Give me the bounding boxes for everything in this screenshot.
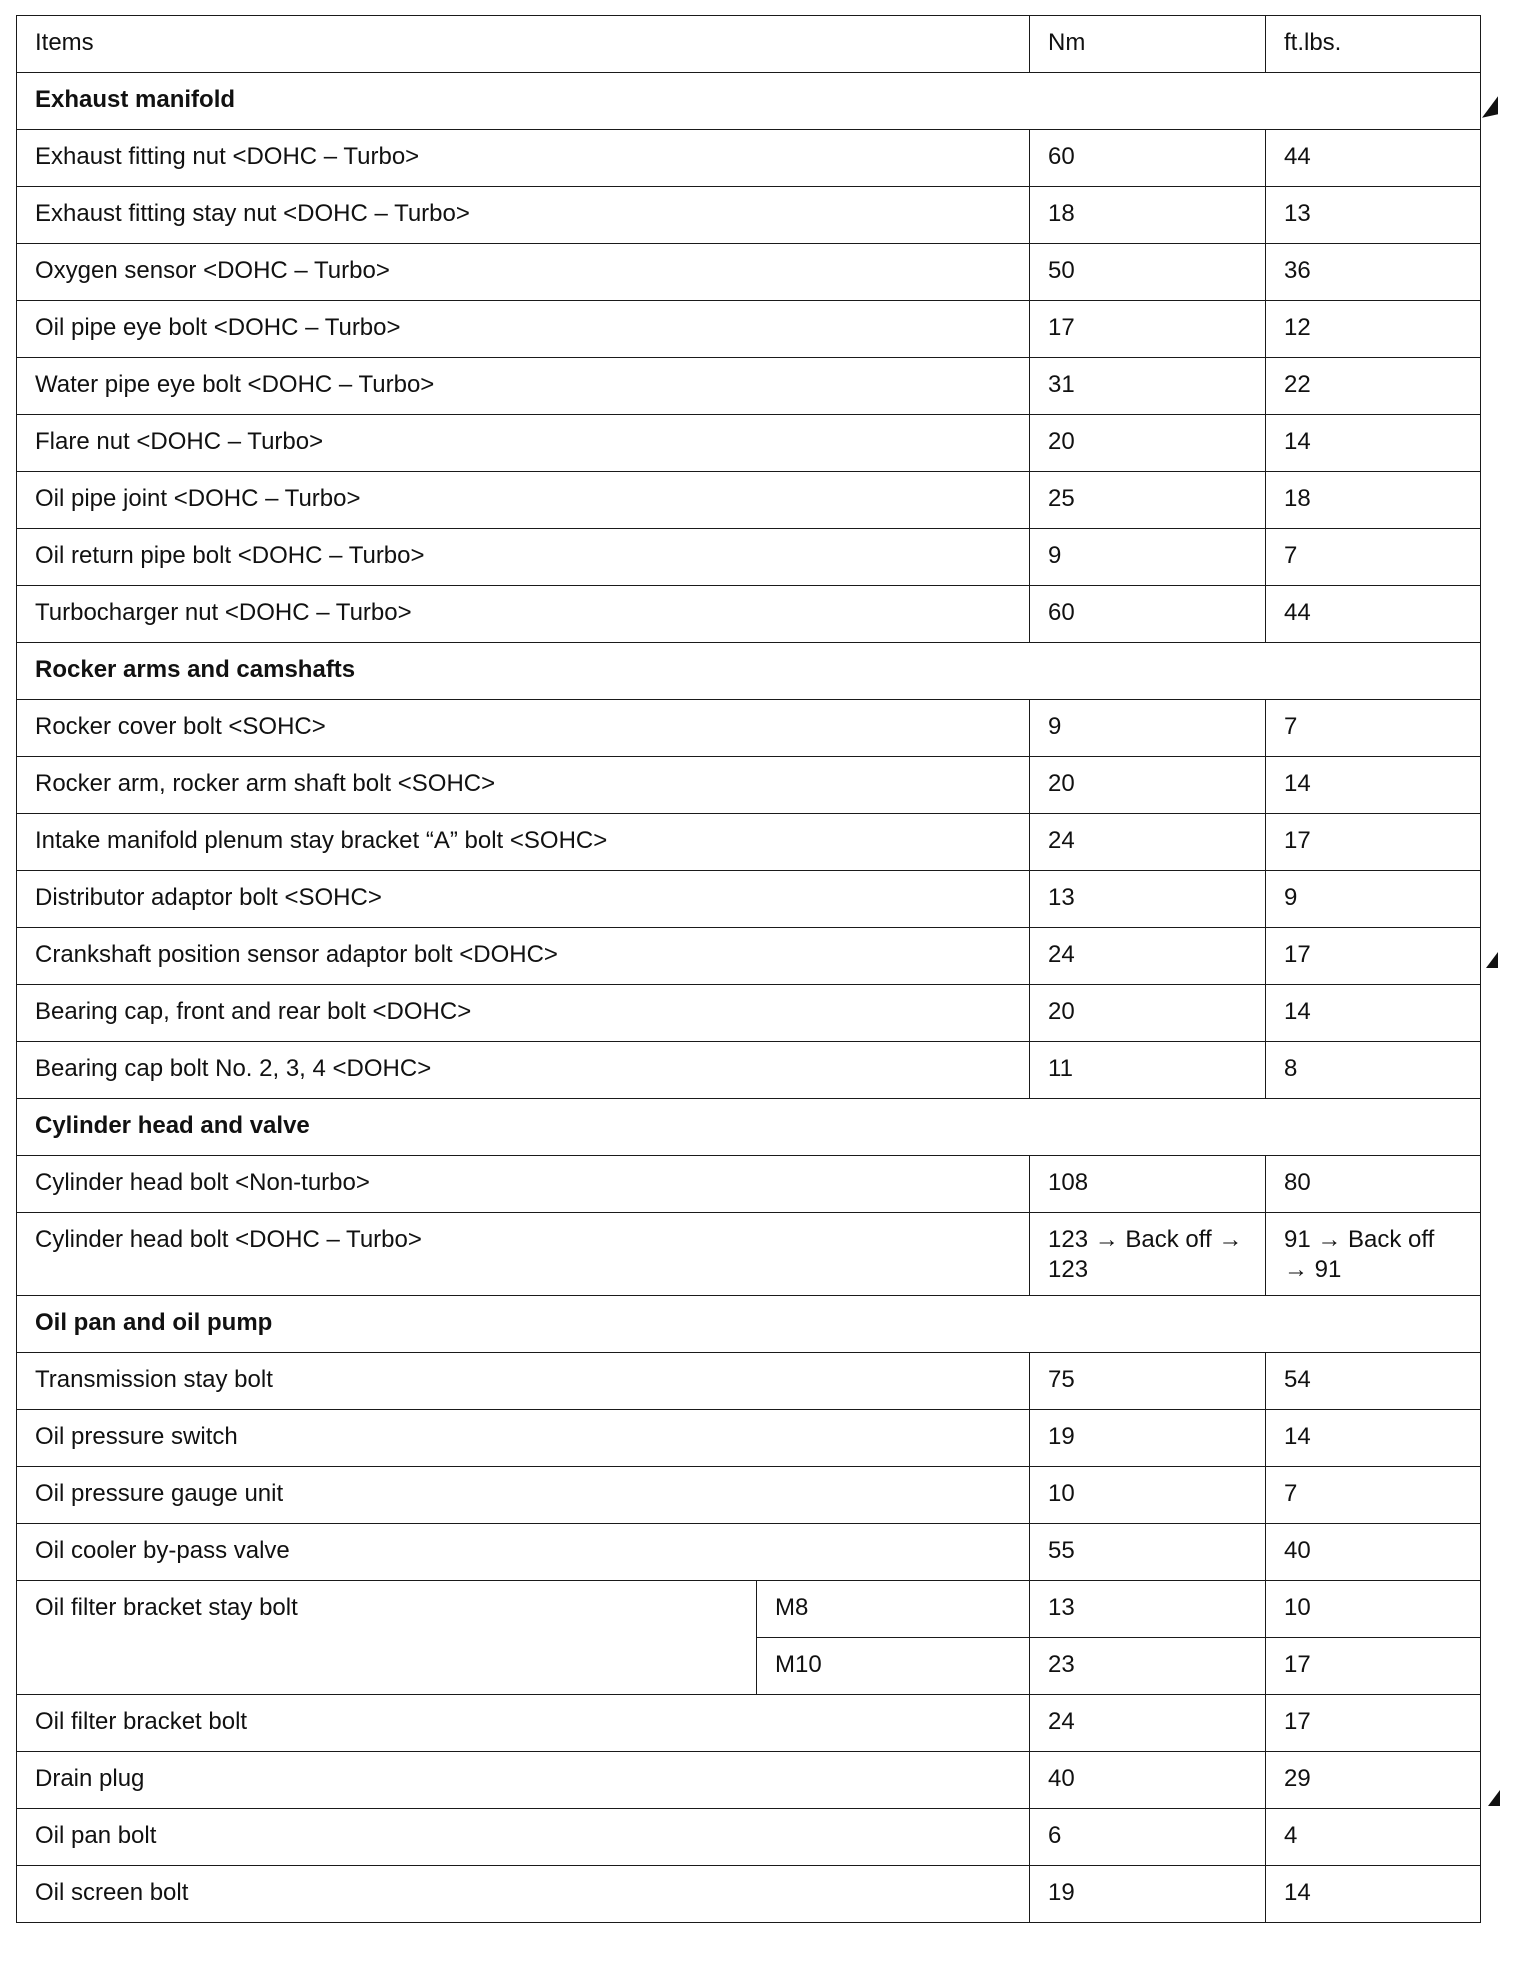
nm-cell: 50 xyxy=(1030,244,1266,301)
ftlbs-cell: 17 xyxy=(1266,814,1481,871)
ftlbs-cell: 44 xyxy=(1266,130,1481,187)
section-heading-cylinder-head: Cylinder head and valve xyxy=(17,1099,1481,1156)
ftlbs-cell: 54 xyxy=(1266,1353,1481,1410)
table-row xyxy=(17,472,1481,529)
torque-spec-page xyxy=(16,15,1480,1923)
table-row xyxy=(17,130,1481,187)
nm-cell: 11 xyxy=(1030,1042,1266,1099)
nm-cell: 24 xyxy=(1030,928,1266,985)
section-heading-oil-pan: Oil pan and oil pump xyxy=(17,1296,1481,1353)
item-cell: Rocker cover bolt <SOHC> xyxy=(17,700,1030,757)
ftlbs-cell: 17 xyxy=(1266,1638,1481,1695)
item-cell: Oil filter bracket stay bolt xyxy=(17,1581,757,1695)
table-row xyxy=(17,1695,1481,1752)
header-row xyxy=(17,16,1481,73)
item-cell: Cylinder head bolt <Non-turbo> xyxy=(17,1156,1030,1213)
table-row xyxy=(17,1809,1481,1866)
item-cell: Drain plug xyxy=(17,1752,1030,1809)
table-row xyxy=(17,1866,1481,1923)
ftlbs-cell: 14 xyxy=(1266,985,1481,1042)
item-cell: Turbocharger nut <DOHC – Turbo> xyxy=(17,586,1030,643)
nm-cell: 60 xyxy=(1030,586,1266,643)
item-cell: Oil filter bracket bolt xyxy=(17,1695,1030,1752)
item-cell: Flare nut <DOHC – Turbo> xyxy=(17,415,1030,472)
ftlbs-column-header: ft.lbs. xyxy=(1266,16,1481,73)
item-cell: Oxygen sensor <DOHC – Turbo> xyxy=(17,244,1030,301)
item-cell: Oil pipe eye bolt <DOHC – Turbo> xyxy=(17,301,1030,358)
ftlbs-cell: 22 xyxy=(1266,358,1481,415)
nm-cell: 108 xyxy=(1030,1156,1266,1213)
table-row xyxy=(17,187,1481,244)
ftlbs-cell: 10 xyxy=(1266,1581,1481,1638)
nm-cell: 9 xyxy=(1030,700,1266,757)
nm-cell: 60 xyxy=(1030,130,1266,187)
ftlbs-cell: 7 xyxy=(1266,529,1481,586)
table-row xyxy=(17,244,1481,301)
ftlbs-cell: 44 xyxy=(1266,586,1481,643)
section-row xyxy=(17,73,1481,130)
nm-cell: 19 xyxy=(1030,1410,1266,1467)
item-cell: Distributor adaptor bolt <SOHC> xyxy=(17,871,1030,928)
table-row xyxy=(17,1353,1481,1410)
table-row xyxy=(17,586,1481,643)
table-row xyxy=(17,529,1481,586)
nm-cell: 6 xyxy=(1030,1809,1266,1866)
nm-cell: 13 xyxy=(1030,1581,1266,1638)
table-row xyxy=(17,301,1481,358)
nm-cell: 13 xyxy=(1030,871,1266,928)
item-cell: Crankshaft position sensor adaptor bolt <DOHC> xyxy=(17,928,1030,985)
item-cell: Oil pressure gauge unit xyxy=(17,1467,1030,1524)
item-cell: Oil pipe joint <DOHC – Turbo> xyxy=(17,472,1030,529)
ftlbs-cell: 36 xyxy=(1266,244,1481,301)
ftlbs-cell: 7 xyxy=(1266,700,1481,757)
items-column-header: Items xyxy=(17,16,1030,73)
item-cell: Exhaust fitting nut <DOHC – Turbo> xyxy=(17,130,1030,187)
ftlbs-cell: 9 xyxy=(1266,871,1481,928)
item-cell: Oil screen bolt xyxy=(17,1866,1030,1923)
item-cell: Cylinder head bolt <DOHC – Turbo> xyxy=(17,1213,1030,1296)
nm-cell: 40 xyxy=(1030,1752,1266,1809)
table-row xyxy=(17,1467,1481,1524)
table-row xyxy=(17,1752,1481,1809)
table-row xyxy=(17,700,1481,757)
item-cell: Water pipe eye bolt <DOHC – Turbo> xyxy=(17,358,1030,415)
margin-marker-icon xyxy=(1488,1790,1500,1806)
margin-marker-icon xyxy=(1486,952,1498,968)
table-row xyxy=(17,1524,1481,1581)
item-cell: Rocker arm, rocker arm shaft bolt <SOHC> xyxy=(17,757,1030,814)
nm-cell: 75 xyxy=(1030,1353,1266,1410)
ftlbs-cell: 29 xyxy=(1266,1752,1481,1809)
item-cell: Bearing cap bolt No. 2, 3, 4 <DOHC> xyxy=(17,1042,1030,1099)
table-row xyxy=(17,814,1481,871)
ftlbs-cell: 18 xyxy=(1266,472,1481,529)
nm-cell: 9 xyxy=(1030,529,1266,586)
ftlbs-cell: 91 → Back off → 91 xyxy=(1266,1213,1481,1296)
ftlbs-cell: 14 xyxy=(1266,415,1481,472)
table-row xyxy=(17,1213,1481,1296)
table-row xyxy=(17,871,1481,928)
nm-cell: 18 xyxy=(1030,187,1266,244)
nm-cell: 20 xyxy=(1030,415,1266,472)
table-row xyxy=(17,358,1481,415)
item-cell: Bearing cap, front and rear bolt <DOHC> xyxy=(17,985,1030,1042)
section-heading-exhaust-manifold: Exhaust manifold xyxy=(17,73,1481,130)
item-cell: Oil pan bolt xyxy=(17,1809,1030,1866)
ftlbs-cell: 14 xyxy=(1266,1410,1481,1467)
ftlbs-cell: 7 xyxy=(1266,1467,1481,1524)
item-cell: Transmission stay bolt xyxy=(17,1353,1030,1410)
nm-cell: 123 → Back off → 123 xyxy=(1030,1213,1266,1296)
item-cell: Oil pressure switch xyxy=(17,1410,1030,1467)
section-row xyxy=(17,1099,1481,1156)
table-row xyxy=(17,928,1481,985)
size-cell: M8 xyxy=(757,1581,1030,1638)
nm-column-header: Nm xyxy=(1030,16,1266,73)
section-row xyxy=(17,1296,1481,1353)
torque-spec-table xyxy=(16,15,1481,1923)
table-row xyxy=(17,1581,1481,1638)
ftlbs-cell: 13 xyxy=(1266,187,1481,244)
item-cell: Exhaust fitting stay nut <DOHC – Turbo> xyxy=(17,187,1030,244)
section-row xyxy=(17,643,1481,700)
ftlbs-cell: 8 xyxy=(1266,1042,1481,1099)
table-row xyxy=(17,1410,1481,1467)
nm-cell: 24 xyxy=(1030,1695,1266,1752)
nm-cell: 10 xyxy=(1030,1467,1266,1524)
ftlbs-cell: 40 xyxy=(1266,1524,1481,1581)
nm-cell: 17 xyxy=(1030,301,1266,358)
table-row xyxy=(17,415,1481,472)
ftlbs-cell: 12 xyxy=(1266,301,1481,358)
nm-cell: 23 xyxy=(1030,1638,1266,1695)
table-row xyxy=(17,1042,1481,1099)
item-cell: Oil cooler by-pass valve xyxy=(17,1524,1030,1581)
ftlbs-cell: 4 xyxy=(1266,1809,1481,1866)
table-row xyxy=(17,985,1481,1042)
size-cell: M10 xyxy=(757,1638,1030,1695)
item-cell: Oil return pipe bolt <DOHC – Turbo> xyxy=(17,529,1030,586)
margin-marker-icon xyxy=(1482,96,1498,117)
table-row xyxy=(17,757,1481,814)
ftlbs-cell: 80 xyxy=(1266,1156,1481,1213)
ftlbs-cell: 17 xyxy=(1266,928,1481,985)
table-row xyxy=(17,1156,1481,1213)
item-cell: Intake manifold plenum stay bracket “A” bolt <SOHC> xyxy=(17,814,1030,871)
nm-cell: 20 xyxy=(1030,757,1266,814)
ftlbs-cell: 17 xyxy=(1266,1695,1481,1752)
ftlbs-cell: 14 xyxy=(1266,757,1481,814)
nm-cell: 55 xyxy=(1030,1524,1266,1581)
nm-cell: 19 xyxy=(1030,1866,1266,1923)
section-heading-rocker-arms: Rocker arms and camshafts xyxy=(17,643,1481,700)
nm-cell: 20 xyxy=(1030,985,1266,1042)
nm-cell: 25 xyxy=(1030,472,1266,529)
nm-cell: 31 xyxy=(1030,358,1266,415)
nm-cell: 24 xyxy=(1030,814,1266,871)
ftlbs-cell: 14 xyxy=(1266,1866,1481,1923)
